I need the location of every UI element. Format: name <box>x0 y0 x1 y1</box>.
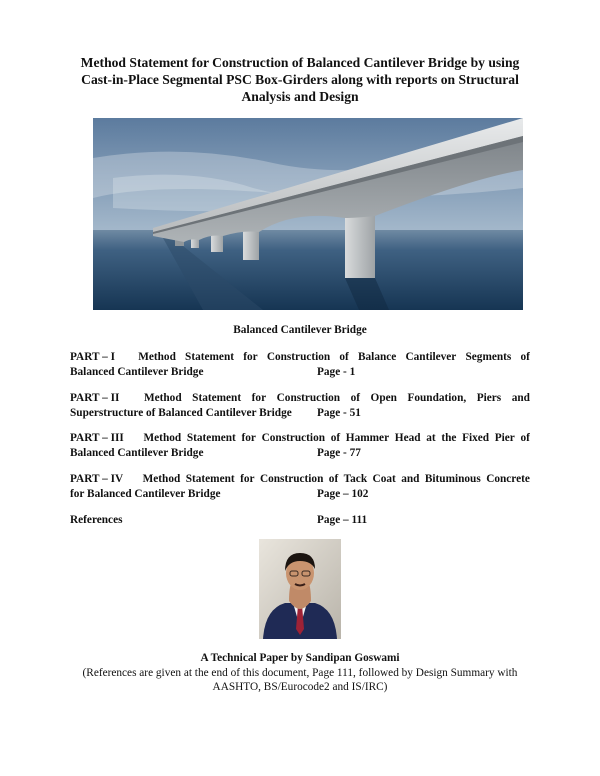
word: of <box>328 473 339 485</box>
word: Pier <box>494 432 515 444</box>
part-subtitle: Balanced Cantilever Bridge <box>70 447 204 459</box>
document-title <box>70 54 530 105</box>
word: Method <box>143 392 182 404</box>
word: Method <box>143 432 182 444</box>
word: for <box>241 432 256 444</box>
word: Coat <box>372 473 396 485</box>
word: of <box>330 432 341 444</box>
word: for <box>243 351 258 363</box>
word: for <box>240 473 255 485</box>
toc-part-2 <box>70 391 530 421</box>
page-reference: Page - 77 <box>317 447 361 459</box>
author-byline: A Technical Paper by Sandipan Goswami <box>200 652 400 664</box>
word: Balance <box>358 351 397 363</box>
word: Fixed <box>462 432 490 444</box>
part-label: PART – III <box>70 432 124 444</box>
figure-caption: Balanced Cantilever Bridge <box>233 324 367 336</box>
word: and <box>511 392 530 404</box>
page-reference: Page - 1 <box>317 366 356 378</box>
page-reference: Page – 102 <box>317 488 369 500</box>
part-subtitle: Superstructure of Balanced Cantilever Bridge <box>70 407 292 419</box>
word: of <box>350 392 360 404</box>
word: and <box>401 473 420 485</box>
title-line-2: Cast-in-Place Segmental PSC Box-Girders along with reports on Structural <box>81 72 519 87</box>
word: Cantilever <box>405 351 457 363</box>
toc-references <box>70 514 530 526</box>
word: Statement <box>185 351 234 363</box>
word: of <box>520 351 530 363</box>
part-subtitle: Balanced Cantilever Bridge <box>70 366 204 378</box>
word: Construction <box>259 473 324 485</box>
word: Construction <box>276 392 341 404</box>
title-line-1: Method Statement for Construction of Balanced Cantilever Bridge by using <box>80 55 520 70</box>
word: Foundation, <box>407 392 467 404</box>
toc-part-3 <box>70 431 530 461</box>
toc-part-4 <box>70 472 530 502</box>
note-line-1: (References are given at the end of this document, Page 111, followed by Design Summary with <box>82 667 518 679</box>
word: Hammer <box>345 432 390 444</box>
part-label: PART – I <box>70 351 116 363</box>
word: Construction <box>266 351 331 363</box>
part-label: PART – IV <box>70 473 124 485</box>
word: Method <box>138 351 176 363</box>
part-subtitle: for Balanced Cantilever Bridge <box>70 488 221 500</box>
author-portrait <box>259 539 341 639</box>
word: Tack <box>343 473 368 485</box>
word: for <box>251 392 267 404</box>
toc-part-1 <box>70 350 530 380</box>
word: the <box>441 432 457 444</box>
word: of <box>339 351 349 363</box>
word: Segments <box>465 351 512 363</box>
word: Head <box>394 432 421 444</box>
word: Concrete <box>486 473 530 485</box>
word: Statement <box>186 432 236 444</box>
word: Construction <box>261 432 325 444</box>
word: Open <box>370 392 397 404</box>
word: Bituminous <box>424 473 481 485</box>
part-label: PART – II <box>70 392 120 404</box>
note-line-2: AASHTO, BS/Eurocode2 and IS/IRC) <box>212 681 388 693</box>
references-label: References <box>70 514 123 526</box>
page-reference: Page - 51 <box>317 407 361 419</box>
page-reference: Page – 111 <box>317 514 368 526</box>
word: Statement <box>185 473 235 485</box>
word: of <box>520 432 530 444</box>
word: Method <box>142 473 181 485</box>
word: at <box>426 432 436 444</box>
reference-note <box>60 666 540 694</box>
word: Piers <box>476 392 502 404</box>
title-line-3: Analysis and Design <box>241 89 359 104</box>
word: Statement <box>192 392 242 404</box>
bridge-photo <box>93 118 523 310</box>
